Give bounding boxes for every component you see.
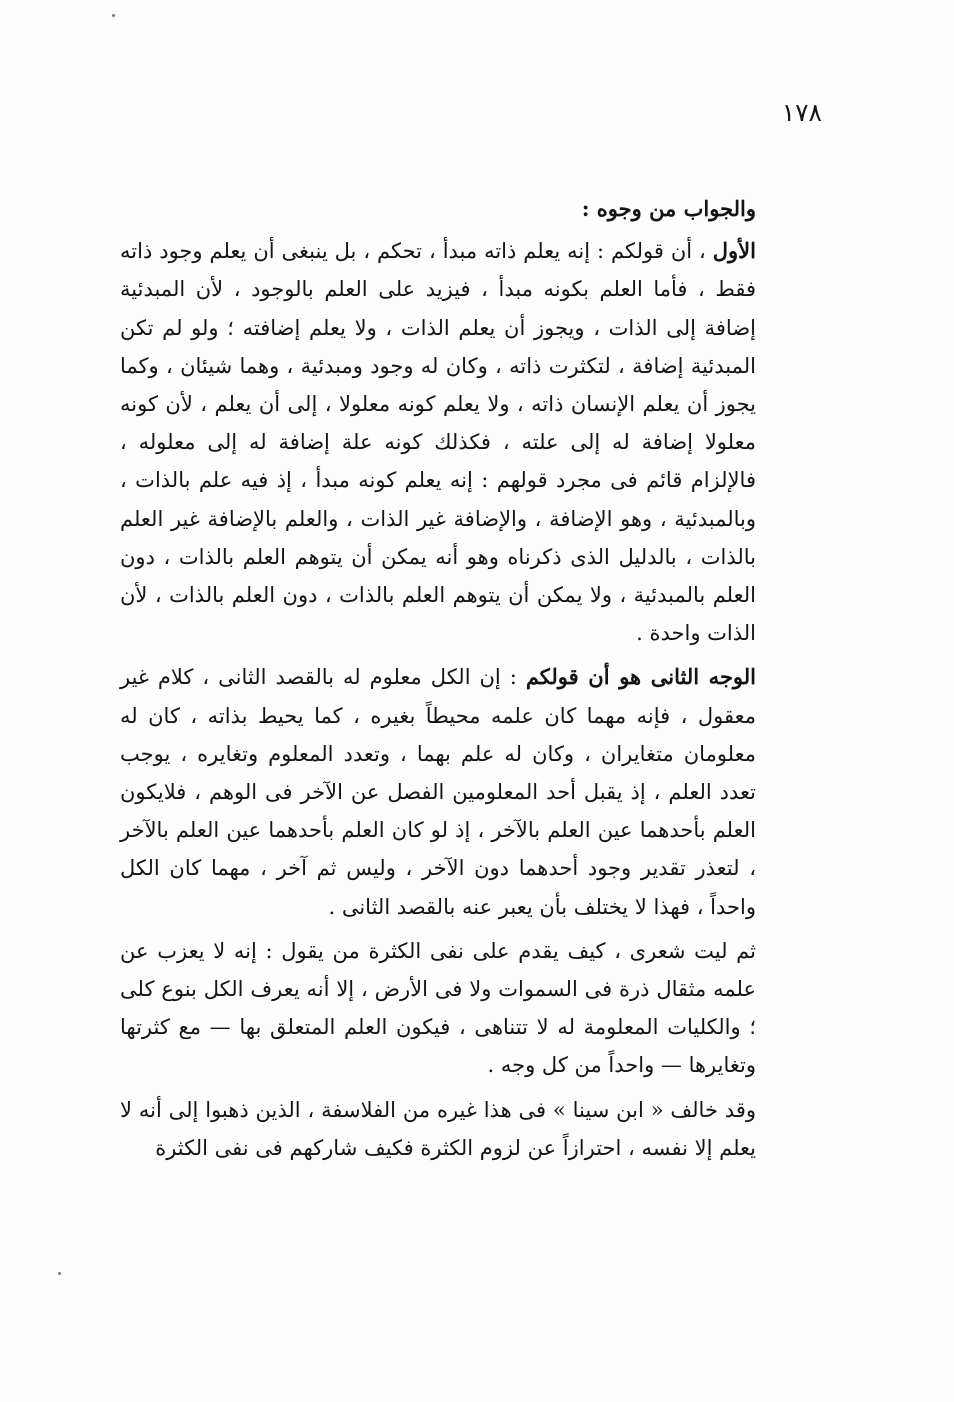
paragraph-lead: الوجه الثانى هو أن قولكم — [525, 664, 757, 690]
paragraph-lead: الأول — [712, 238, 756, 264]
body-text — [120, 190, 756, 1167]
section-heading: والجواب من وجوه : — [581, 196, 756, 221]
paragraph-third — [120, 932, 756, 1085]
paragraph-text: وقد خالف « ابن سينا » فى هذا غيره من الفلاسفة ، الذين ذهبوا إلى أنه لا يعلم إلا نفسه ، احترازاً عن لزوم الكثرة فكيف شاركهم فى نفى الكثرة — [120, 1097, 756, 1160]
paragraph-first-aspect — [120, 232, 756, 652]
paragraph-second-aspect — [120, 658, 756, 925]
paragraph-text: ثم ليت شعرى ، كيف يقدم على نفى الكثرة من يقول : إنه لا يعزب عن علمه مثقال ذرة فى السموات ولا فى الأرض ، إلا أنه يعرف الكل بنوع كلى ؛ والكليات المعلومة له لا تتناهى ، فيكون العلم المتعلق بها — مع كثرتها وتغايرها — واحداً من كل وجه . — [120, 938, 756, 1078]
scan-speck — [112, 14, 115, 17]
paragraph-text: : إن الكل معلوم له بالقصد الثانى ، كلام غير معقول ، فإنه مهما كان علمه محيطاً بغيره ، كما يحيط بذاته ، كان له معلومان متغايران ، وكان له علم بهما ، وتعدد المعلوم وتغايره ، يوجب تعدد العلم ، إذ يقبل أحد المعلومين الفصل عن الآخر فى الوهم ، فلايكون العلم بأحدهما عين العلم بالآخر ، إذ لو كان العلم بأحدهما عين العلم بالآخر ، لتعذر تقدير وجود أحدهما دون الآخر ، وليس ثم آخر ، مهما كان الكل واحداً ، فهذا لا يختلف بأن يعبر عنه بالقصد الثانى . — [120, 665, 756, 919]
scan-speck — [58, 1272, 61, 1275]
paragraph-text: ، أن قولكم : إنه يعلم ذاته مبدأ ، تحكم ، بل ينبغى أن يعلم وجود ذاته فقط ، فأما العلم بكونه مبدأ ، فيزيد على العلم بالوجود ، لأن المبدئية إضافة إلى الذات ، ويجوز أن يعلم الذات ، ولا يعلم إضافته ؛ ولو لم تكن المبدئية إضافة ، لتكثرت ذاته ، وكان له وجود ومبدئية ، وهما شيئان ، وكما يجوز أن يعلم الإنسان ذاته ، ولا يعلم كونه معلولا ، إلى أن يعلم ، لأن كونه معلولا إضافة له إلى علته ، فكذلك كونه علة إضافة له إلى معلوله ، فالإلزام قائم فى مجرد قولهم : إنه يعلم كونه مبدأ ، إذ فيه علم بالذات ، وبالمبدئية ، وهو الإضافة ، والإضافة غير الذات ، والعلم بالإضافة غير العلم بالذات ، بالدليل الذى ذكرناه وهو أنه يمكن أن يتوهم العلم بالذات ، دون العلم بالمبدئية ، ولا يمكن أن يتوهم العلم بالذات ، دون العلم بالذات ، لأن الذات واحدة . — [120, 239, 756, 646]
paragraph-fourth — [120, 1091, 756, 1167]
page-number: ١٧٨ — [781, 98, 822, 127]
